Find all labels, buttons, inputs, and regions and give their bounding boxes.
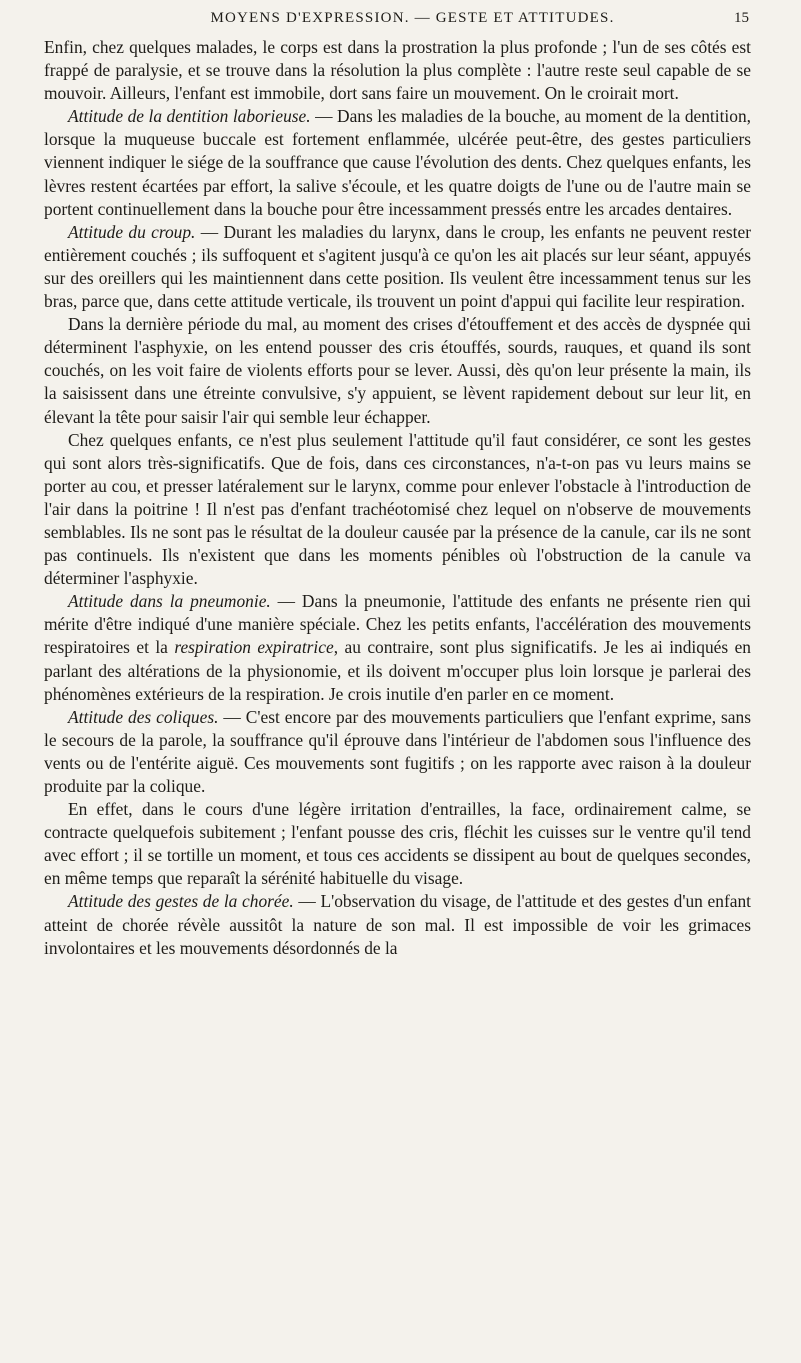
running-title: MOYENS D'EXPRESSION. — GESTE ET ATTITUDES. — [210, 10, 615, 26]
paragraph-text: — C'est encore par des mouvements particuliers que l'enfant exprime, sans le secours de la parole, la souffrance qu'il éprouve dans l'intérieur de l'abdomen sous l'influence des vents ou de l'entérite aiguë. Ces mouvements sont fugitifs ; on les rapporte avec raison à la douleur produite par la colique. — [44, 706, 751, 796]
paragraph-text: Enfin, chez quelques malades, le corps est dans la prostration la plus profonde ; l'un de ses côtés est frappé de paralysie, et se trouve dans la résolution la plus complète : l'autre reste seul capable de se mouvoir. Ailleurs, l'enfant est immobile, dort sans faire un mouvement. On le croirait mort. — [44, 37, 751, 104]
running-head — [44, 10, 751, 36]
paragraph-croup — [44, 221, 751, 313]
paragraph-choree — [44, 890, 751, 959]
section-heading-pneumonie: Attitude dans la pneumonie. — [68, 591, 271, 612]
section-heading-coliques: Attitude des coliques. — [68, 706, 219, 727]
paragraph-text: Chez quelques enfants, ce n'est plus seulement l'attitude qu'il faut considérer, ce sont les gestes qui sont alors très-significatifs. Que de fois, dans ces circonstances, n'a-t-on pas vu leurs mains se porter au cou, et presser latéralement sur le larynx, comme pour enlever l'obstacle à l'introduction de l'air dans la poitrine ! Il n'est pas d'enfant trachéotomisé chez lequel on n'observe de mouvements semblables. Ils ne sont pas le résultat de la douleur causée par la présence de la canule, car ils ne sont pas continuels. Ils n'existent que dans les moments pénibles où l'obstruction de la canule va déterminer l'asphyxie. — [44, 429, 751, 589]
section-heading-choree: Attitude des gestes de la chorée. — [68, 891, 294, 912]
paragraph-text: — L'observation du visage, de l'attitude et des gestes d'un enfant atteint de chorée révèle aussitôt la nature de son mal. Il est impossible de voir les grimaces involontaires et les mouvements désordonnés de la — [44, 891, 751, 958]
paragraph-text: En effet, dans le cours d'une légère irritation d'entrailles, la face, ordinairement calme, se contracte quelquefois subitement ; l'enfant pousse des cris, fléchit les cuisses sur le ventre qu'il tend avec effort ; il se tortille un moment, et tous ces accidents se dissipent au bout de quelques secondes, en même temps que reparaît la sérénité habituelle du visage. — [44, 799, 751, 889]
paragraph-croup-crises — [44, 313, 751, 428]
paragraph-text-part: , au contraire, sont plus significatifs. Je les ai indiqués en parlant des altérations de la physionomie, et ils doivent m'occuper plus loin lorsque je parlerai des phénomènes extérieurs de la respiration. Je crois inutile d'en parler en ce moment. — [44, 637, 751, 704]
paragraph-text: — Durant les maladies du larynx, dans le croup, les enfants ne peuvent rester entièrement couchés ; ils suffoquent et s'agitent jusqu'à ce qu'on les ait placés sur leur séant, appuyés sur des oreillers qui les maintiennent dans cette position. Ils veulent être incessamment tenus sur les bras, parce que, dans cette attitude verticale, ils trouvent un point d'appui qui facilite leur respiration. — [44, 221, 751, 312]
paragraph-croup-gestes — [44, 429, 751, 591]
page-number: 15 — [734, 10, 749, 26]
paragraph-prostration — [44, 36, 751, 105]
paragraph-pneumonie — [44, 590, 751, 705]
section-heading-croup: Attitude du croup. — [68, 221, 196, 242]
paragraph-text-part: — Dans la pneumonie, l'attitude des enfants ne présente rien qui mérite d'être indiqué d'une manière spéciale. Chez les petits enfants, l'accélération des mouvements respiratoires et la — [44, 591, 751, 658]
paragraph-coliques — [44, 706, 751, 798]
paragraph-dentition — [44, 105, 751, 220]
paragraph-coliques-effet — [44, 798, 751, 890]
paragraph-text: — Dans les maladies de la bouche, au moment de la dentition, lorsque la muqueuse buccale est fortement enflammée, ulcérée peut-être, des gestes particuliers viennent indiquer le siége de la souffrance que cause l'évolution des dents. Chez quelques enfants, les lèvres restent écartées par effort, la salive s'écoule, et les quatre doigts de l'une ou de l'autre main se portent continuellement dans la bouche pour être incessamment pressés entre les arcades dentaires. — [44, 106, 751, 219]
body-text — [44, 36, 751, 960]
paragraph-text: Dans la dernière période du mal, au moment des crises d'étouffement et des accès de dyspnée qui déterminent l'asphyxie, on les entend pousser des cris étouffés, sourds, rauques, et quand ils sont couchés, on les voit faire de violents efforts pour se lever. Aussi, dès qu'on leur présente la main, ils la saisissent dans une étreinte convulsive, s'y appuient, se lèvent rapidement debout sur leur lit, en élevant la tête pour saisir l'air qui semble leur échapper. — [44, 314, 751, 427]
section-heading-dentition: Attitude de la dentition laborieuse. — [68, 106, 311, 127]
emphasis-respiration-expiratrice: respiration expiratrice — [174, 637, 334, 658]
